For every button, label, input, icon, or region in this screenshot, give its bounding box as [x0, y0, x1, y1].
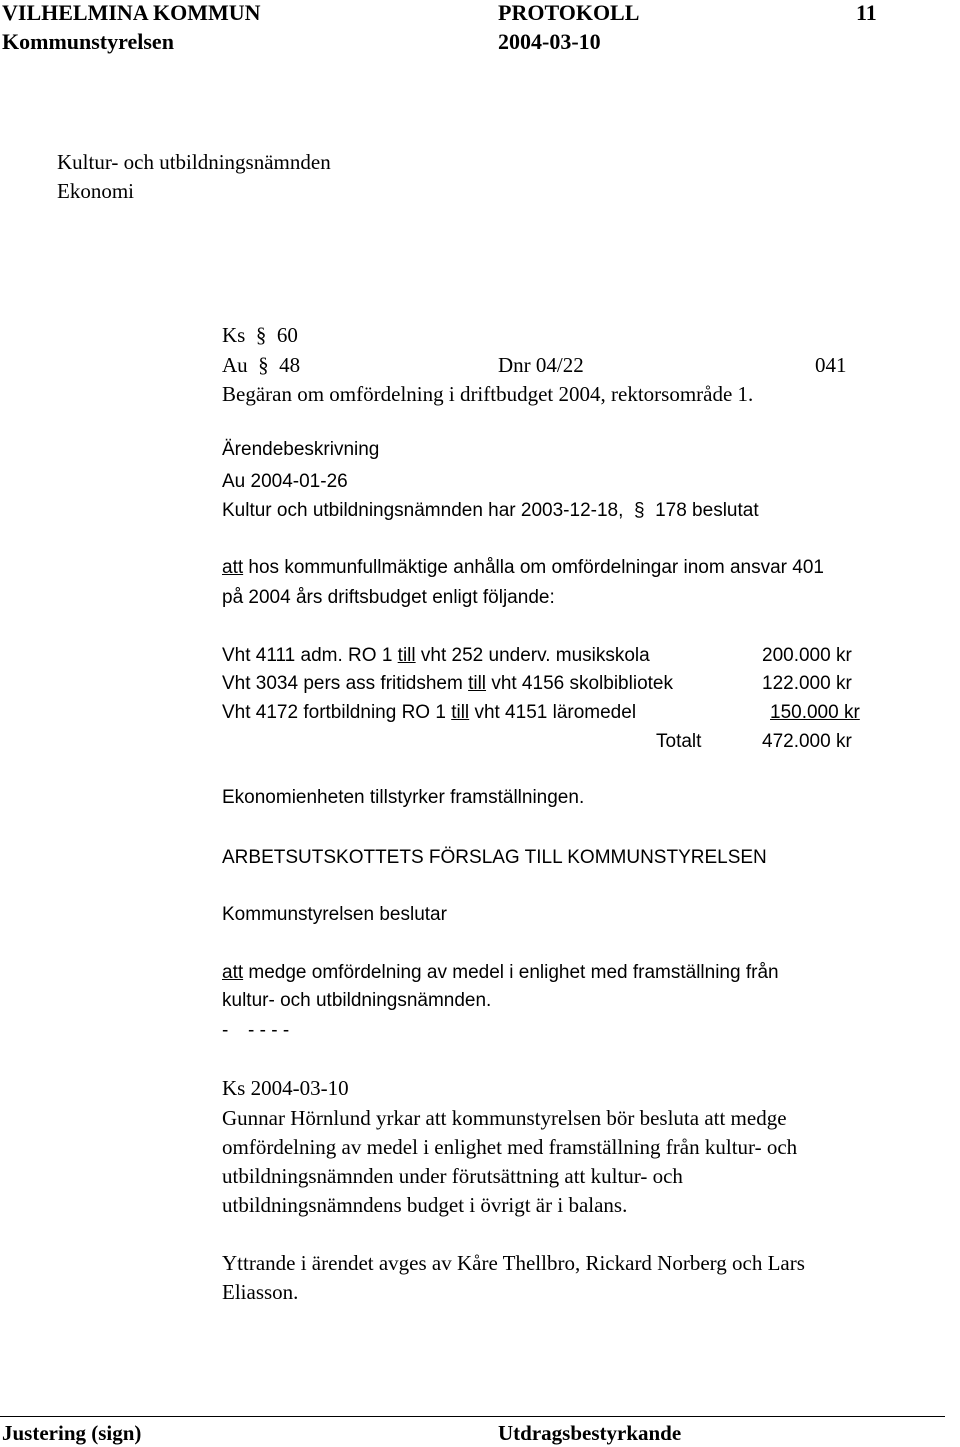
separator-dashes: - - - - — [248, 1020, 290, 1041]
description-att-line-2: på 2004 års driftsbudget enligt följande: — [222, 587, 555, 608]
recipient-line-1: Kultur- och utbildningsnämnden — [57, 150, 331, 174]
transfer-row-3 — [222, 703, 636, 722]
ks-number: 60 — [276, 323, 298, 347]
ks-statement-line-2: Eliasson. — [222, 1280, 299, 1304]
description-heading: Ärendebeskrivning — [222, 439, 380, 460]
ks-date-line: Ks 2004-03-10 — [222, 1076, 349, 1100]
transfer-from: Vht 3034 pers ass fritidshem — [222, 673, 463, 694]
section-sign-icon: § — [252, 353, 274, 377]
footer-justering: Justering (sign) — [2, 1421, 142, 1445]
proposal-heading: ARBETSUTSKOTTETS FÖRSLAG TILL KOMMUNSTYRELSEN — [222, 847, 767, 868]
ks-motion-line-1: Gunnar Hörnlund yrkar att kommunstyrelsen bör besluta att medge — [222, 1106, 787, 1130]
description-au-date: Au 2004-01-26 — [222, 471, 348, 492]
transfer-amount-1: 200.000 kr — [762, 645, 852, 666]
transfer-row-1 — [222, 646, 650, 665]
header-date: 2004-03-10 — [498, 29, 601, 54]
ks-motion-line-2: omfördelning av medel i enlighet med framställning från kultur- och — [222, 1135, 798, 1159]
proposal-att-line-2: kultur- och utbildningsnämnden. — [222, 990, 492, 1011]
footer-rule — [0, 1416, 945, 1417]
att-word: att — [222, 557, 244, 578]
total-label: Totalt — [656, 731, 702, 752]
economy-note: Ekonomienheten tillstyrker framställningen. — [222, 787, 585, 808]
transfer-till: till — [451, 702, 470, 723]
transfer-from: Vht 4111 adm. RO 1 — [222, 645, 393, 666]
ks-label: Ks — [222, 323, 246, 347]
ks-motion-line-3: utbildningsnämnden under förutsättning att kultur- och — [222, 1164, 683, 1188]
header-page-number: 11 — [856, 0, 877, 25]
ks-reference — [222, 325, 298, 346]
transfer-amount-3: 150.000 kr — [770, 702, 860, 723]
header-doc-type: PROTOKOLL — [498, 0, 640, 25]
proposal-decides: Kommunstyrelsen beslutar — [222, 904, 447, 925]
au-label: Au — [222, 353, 248, 377]
dnr: Dnr 04/22 — [498, 353, 584, 377]
section-sign-icon: § — [628, 500, 650, 521]
proposal-att-line-1 — [222, 963, 779, 982]
total-amount: 472.000 kr — [762, 731, 852, 752]
recipient-line-2: Ekonomi — [57, 179, 134, 203]
att-word: att — [222, 962, 244, 983]
decision-text-pre: Kultur och utbildningsnämnden har 2003-12-18, — [222, 500, 624, 521]
transfer-from: Vht 4172 fortbildning RO 1 — [222, 702, 446, 723]
description-att-line-1 — [222, 558, 824, 577]
transfer-till: till — [468, 673, 487, 694]
ks-statement-line-1: Yttrande i ärendet avges av Kåre Thellbro, Rickard Norberg och Lars — [222, 1251, 805, 1275]
case-title: Begäran om omfördelning i driftbudget 2004, rektorsområde 1. — [222, 382, 754, 406]
att-text: hos kommunfullmäktige anhålla om omfördelningar inom ansvar 401 — [248, 557, 824, 578]
ks-motion-line-4: utbildningsnämndens budget i övrigt är i balans. — [222, 1193, 628, 1217]
au-number: 48 — [279, 353, 301, 377]
decision-text-post: 178 beslutat — [655, 500, 759, 521]
section-sign-icon: § — [250, 323, 272, 347]
header-municipality: VILHELMINA KOMMUN — [2, 0, 261, 25]
transfer-amount-2: 122.000 kr — [762, 673, 852, 694]
transfer-row-2 — [222, 674, 673, 693]
transfer-to: vht 252 underv. musikskola — [420, 645, 650, 666]
footer-utdragsbestyrkande: Utdragsbestyrkande — [498, 1421, 682, 1445]
transfer-to: vht 4151 läromedel — [474, 702, 637, 723]
case-code: 041 — [815, 353, 847, 377]
transfer-to: vht 4156 skolbibliotek — [491, 673, 673, 694]
att-text: medge omfördelning av medel i enlighet med framställning från — [248, 962, 779, 983]
description-decision — [222, 501, 759, 520]
au-reference — [222, 355, 300, 376]
header-body: Kommunstyrelsen — [2, 29, 174, 54]
separator-dash: - — [222, 1020, 229, 1041]
transfer-till: till — [397, 645, 416, 666]
